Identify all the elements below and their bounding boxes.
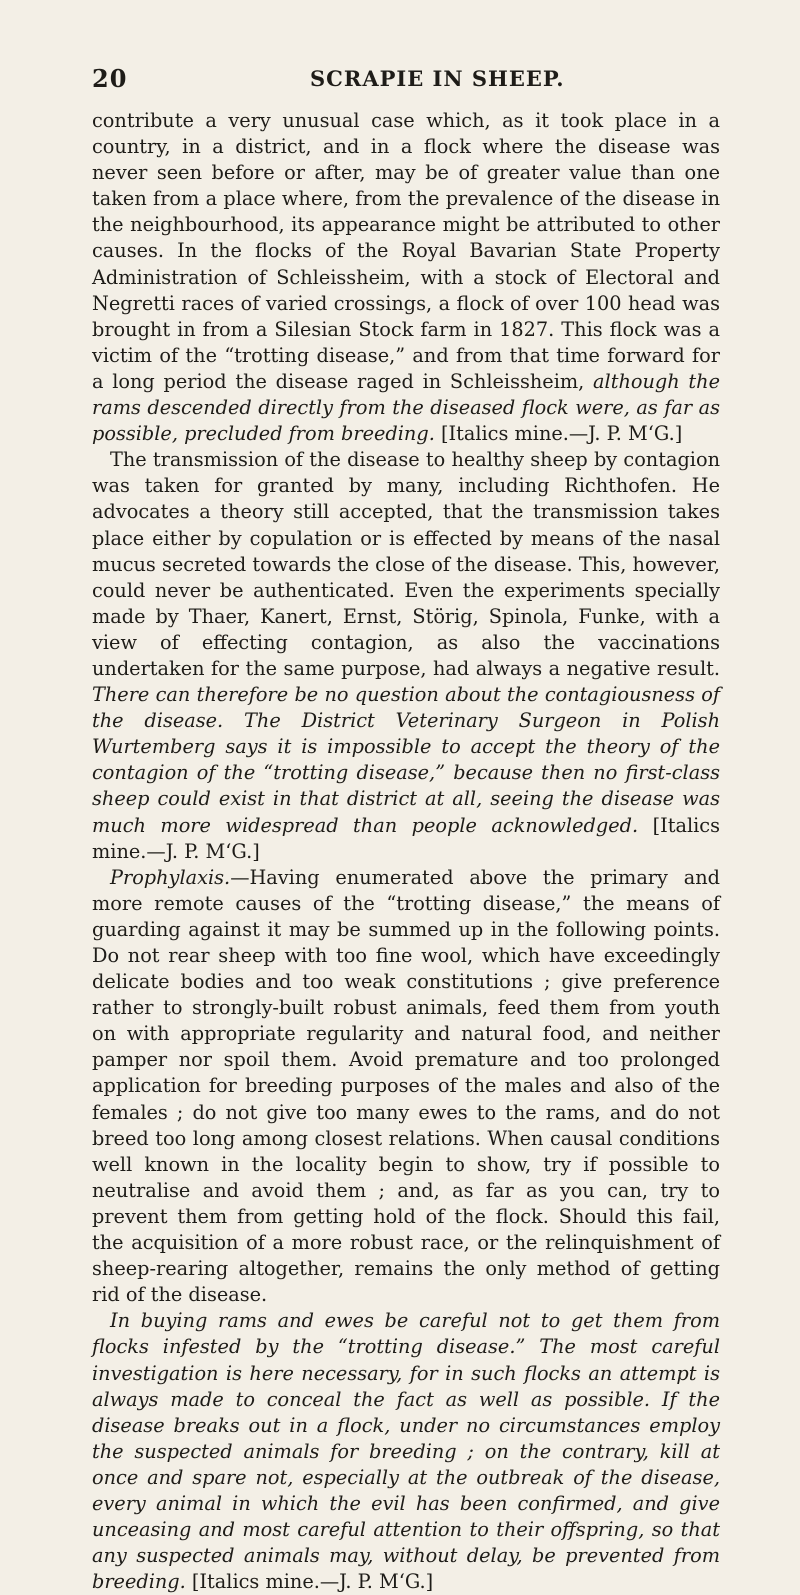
paragraph-2-editor-note: [Italics mine.—J. P. M‘G.] <box>92 813 720 863</box>
paragraph-1-editor-note: [Italics mine.—J. P. M‘G.] <box>434 422 683 446</box>
paragraph-3 <box>92 865 720 1309</box>
paragraph-1-italic-text: although the rams descended directly from the diseased flock were, as far as possible, precluded from breeding. <box>92 369 720 446</box>
prophylaxis-heading: Prophylaxis. <box>110 865 231 889</box>
paragraph-2-italic-text: There can therefore be no question about the contagiousness of the disease. The District Veterinary Surgeon in Polish Wurtemberg says it is impossible to accept the theory of the contagion of the “trotting disease,” because then no first-class sheep could exist in that district at all, seeing the disease was much more widespread than people acknowledged. <box>92 683 720 837</box>
body-text <box>92 108 720 1595</box>
running-head: SCRAPIE IN SHEEP. <box>310 66 565 91</box>
paragraph-4-editor-note: [Italics mine.—J. P. M‘G.] <box>185 1570 434 1594</box>
page-number: 20 <box>92 64 128 93</box>
paragraph-4-italic-text: In buying rams and ewes be careful not to get them from flocks infested by the “trotting disease.” The most careful investigation is here necessary, for in such flocks an attempt is always made to conceal the fact as well as possible. If the disease breaks out in a flock, under no circumstances employ the suspected animals for breeding ; on the contrary, kill at once and spare not, especially at the outbreak of the disease, every animal in which the evil has been confirmed, and give unceasing and most careful attention to their offspring, so that any suspected animals may, without delay, be prevented from breeding. <box>92 1309 720 1594</box>
paragraph-1 <box>92 108 720 447</box>
paragraph-4 <box>92 1308 720 1595</box>
paragraph-3-text: —Having enumerated above the primary and more remote causes of the “trotting disease,” the means of guarding against it may be summed up in the following points. Do not rear sheep with too fine wool, which have exceedingly delicate bodies and too weak constitutions ; give preference rather to strongly-built robust animals, feed them from youth on with appropriate regularity and natural food, and neither pamper nor spoil them. Avoid premature and too prolonged application for breeding purposes of the males and also of the females ; do not give too many ewes to the rams, and do not breed too long among closest relations. When causal conditions well known in the locality begin to show, try if possible to neutralise and avoid them ; and, as far as you can, try to prevent them from getting hold of the flock. Should this fail, the acquisition of a more robust race, or the relinquishment of sheep-rearing altogether, remains the only method of getting rid of the disease. <box>92 865 720 1307</box>
page-header <box>92 64 722 94</box>
paragraph-2-text: The transmission of the disease to healthy sheep by contagion was taken for granted by many, including Richthofen. He advocates a theory still accepted, that the transmission takes place either by copulation or is effected by means of the nasal mucus secreted towards the close of the disease. This, however, could never be authenticated. Even the experiments specially made by Thaer, Kanert, Ernst, Störig, Spinola, Funke, with a view of effecting contagion, as also the vaccinations undertaken for the same purpose, had always a negative result. <box>92 448 720 680</box>
paragraph-1-text: contribute a very unusual case which, as it took place in a country, in a district, and in a flock where the disease was never seen before or after, may be of greater value than one taken from a place where, from the prevalence of the disease in the neighbourhood, its appearance might be attributed to other causes. In the flocks of the Royal Bavarian State Property Administration of Schleissheim, with a stock of Electoral and Negretti races of varied crossings, a flock of over 100 head was brought in from a Silesian Stock farm in 1827. This flock was a victim of the “trotting disease,” and from that time forward for a long period the disease raged in Schleissheim, <box>92 109 720 393</box>
paragraph-2 <box>92 447 720 865</box>
